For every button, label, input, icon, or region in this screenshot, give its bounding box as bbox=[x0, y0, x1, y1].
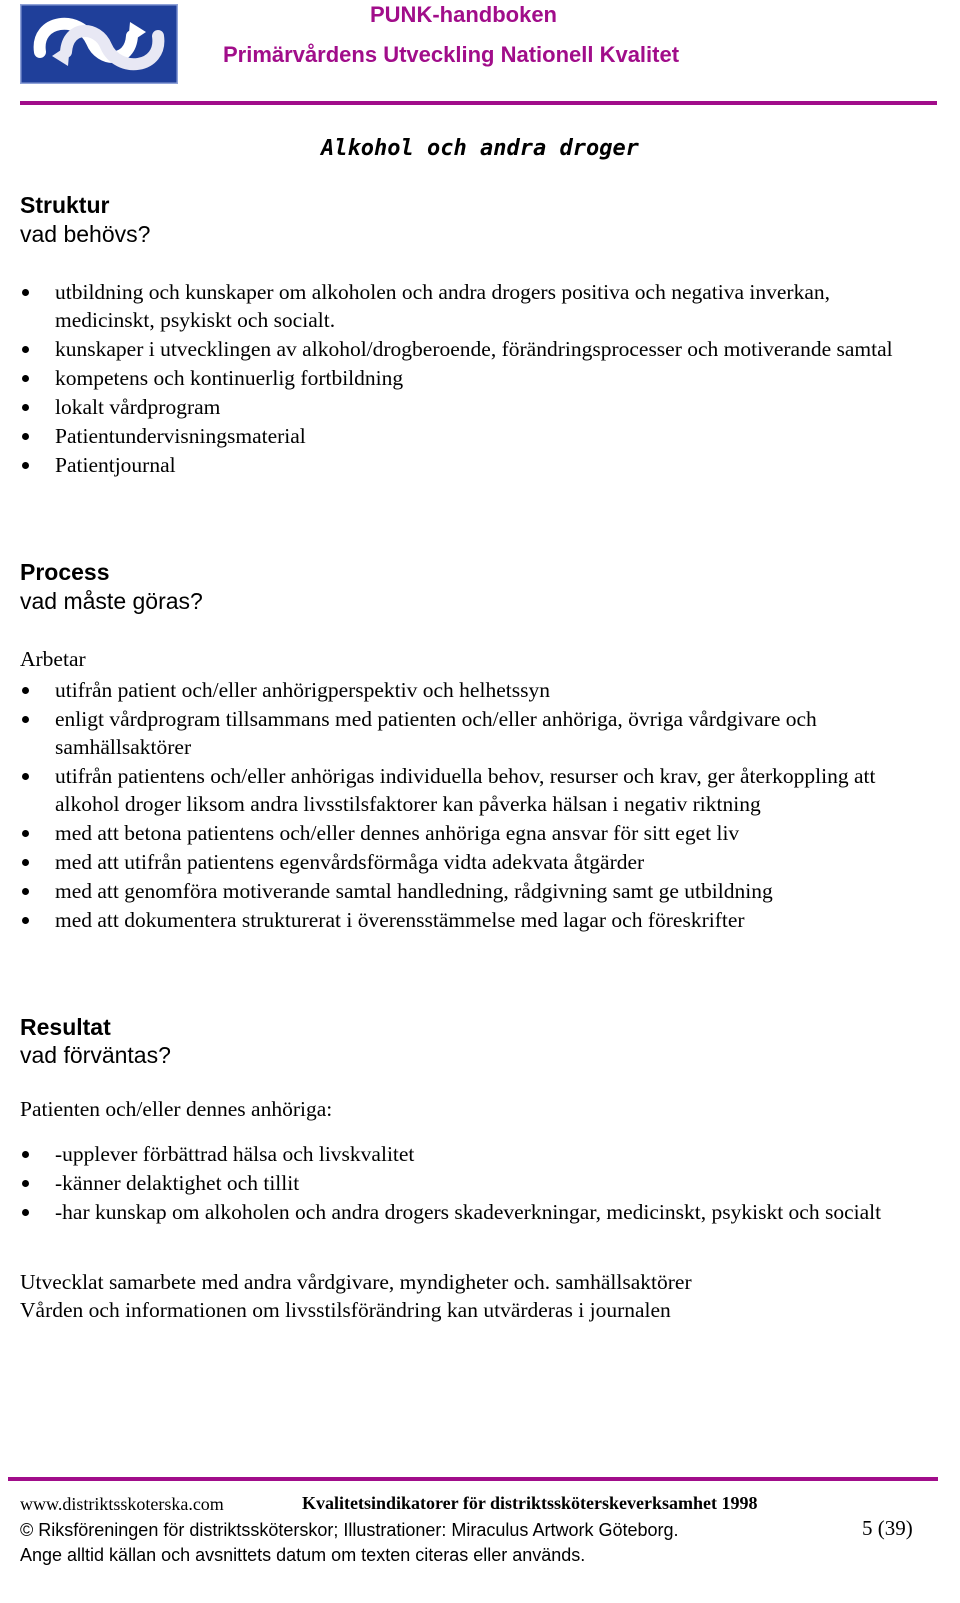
bullet-icon bbox=[22, 289, 29, 296]
struktur-list bbox=[20, 278, 935, 480]
list-item: utifrån patient och/eller anhörigperspektiv och helhetssyn bbox=[20, 676, 935, 704]
list-item: -har kunskap om alkoholen och andra drogers skadeverkningar, medicinskt, psykiskt och socialt bbox=[20, 1198, 935, 1226]
bullet-icon bbox=[22, 859, 29, 866]
resultat-closing-1: Utvecklat samarbete med andra vårdgivare, myndigheter och. samhällsaktörer bbox=[20, 1270, 692, 1294]
process-heading: Process bbox=[20, 559, 110, 585]
process-question: vad måste göras? bbox=[20, 588, 203, 614]
bullet-icon bbox=[22, 433, 29, 440]
bullet-icon bbox=[22, 1209, 29, 1216]
list-item: med att utifrån patientens egenvårdsförmåga vidta adekvata åtgärder bbox=[20, 848, 935, 876]
resultat-closing-2: Vården och informationen om livsstilsförändring kan utvärderas i journalen bbox=[20, 1298, 671, 1322]
bullet-icon bbox=[22, 1151, 29, 1158]
bullet-icon bbox=[22, 462, 29, 469]
resultat-list bbox=[20, 1140, 935, 1227]
bullet-icon bbox=[22, 687, 29, 694]
struktur-question: vad behövs? bbox=[20, 221, 151, 247]
list-item: kunskaper i utvecklingen av alkohol/drogberoende, förändringsprocesser och motiverande samtal bbox=[20, 335, 935, 363]
header-subtitle: Primärvårdens Utveckling Nationell Kvalitet bbox=[223, 42, 680, 67]
bullet-icon bbox=[22, 346, 29, 353]
header-divider bbox=[20, 101, 937, 105]
list-item: -upplever förbättrad hälsa och livskvalitet bbox=[20, 1140, 935, 1168]
process-list bbox=[20, 676, 935, 935]
list-item: utifrån patientens och/eller anhörigas individuella behov, resurser och krav, ger återkoppling att alkohol droger liksom andra livsstilsfaktorer kan påverka hälsan i negativ riktning bbox=[20, 762, 935, 818]
list-item: Patientjournal bbox=[20, 451, 935, 479]
bullet-icon bbox=[22, 830, 29, 837]
bullet-icon bbox=[22, 773, 29, 780]
footer-copyright: © Riksföreningen för distriktssköterskor; Illustrationer: Miraculus Artwork Göteborg. bbox=[20, 1520, 679, 1540]
header-title: PUNK-handboken bbox=[370, 2, 557, 27]
list-item: med att betona patientens och/eller dennes anhöriga egna ansvar för sitt eget liv bbox=[20, 819, 935, 847]
bullet-icon bbox=[22, 1180, 29, 1187]
bullet-icon bbox=[22, 917, 29, 924]
list-item: Patientundervisningsmaterial bbox=[20, 422, 935, 450]
list-item: kompetens och kontinuerlig fortbildning bbox=[20, 364, 935, 392]
footer-citation-note: Ange alltid källan och avsnittets datum om texten citeras eller används. bbox=[20, 1545, 586, 1565]
resultat-question: vad förväntas? bbox=[20, 1042, 171, 1068]
list-item: med att genomföra motiverande samtal handledning, rådgivning samt ge utbildning bbox=[20, 877, 935, 905]
page-number: 5 (39) bbox=[862, 1516, 913, 1540]
list-item: enligt vårdprogram tillsammans med patienten och/eller anhöriga, övriga vårdgivare och samhällsaktörer bbox=[20, 705, 935, 761]
process-intro: Arbetar bbox=[20, 647, 86, 671]
resultat-intro: Patienten och/eller dennes anhöriga: bbox=[20, 1097, 333, 1121]
list-item: utbildning och kunskaper om alkoholen och andra drogers positiva och negativa inverkan, medicinskt, psykiskt och socialt. bbox=[20, 278, 935, 334]
bullet-icon bbox=[22, 404, 29, 411]
organization-logo bbox=[20, 4, 178, 84]
list-item: lokalt vårdprogram bbox=[20, 393, 935, 421]
resultat-heading: Resultat bbox=[20, 1014, 111, 1040]
footer-divider bbox=[8, 1477, 938, 1481]
bullet-icon bbox=[22, 888, 29, 895]
bullet-icon bbox=[22, 716, 29, 723]
footer-url-link[interactable]: www.distriktsskoterska.com bbox=[20, 1494, 224, 1514]
bullet-icon bbox=[22, 375, 29, 382]
page-title: Alkohol och andra droger bbox=[321, 136, 639, 161]
list-item: -känner delaktighet och tillit bbox=[20, 1169, 935, 1197]
struktur-heading: Struktur bbox=[20, 192, 110, 218]
footer-title: Kvalitetsindikatorer för distriktssköterskeverksamhet 1998 bbox=[302, 1493, 758, 1513]
list-item: med att dokumentera strukturerat i överensstämmelse med lagar och föreskrifter bbox=[20, 906, 935, 934]
